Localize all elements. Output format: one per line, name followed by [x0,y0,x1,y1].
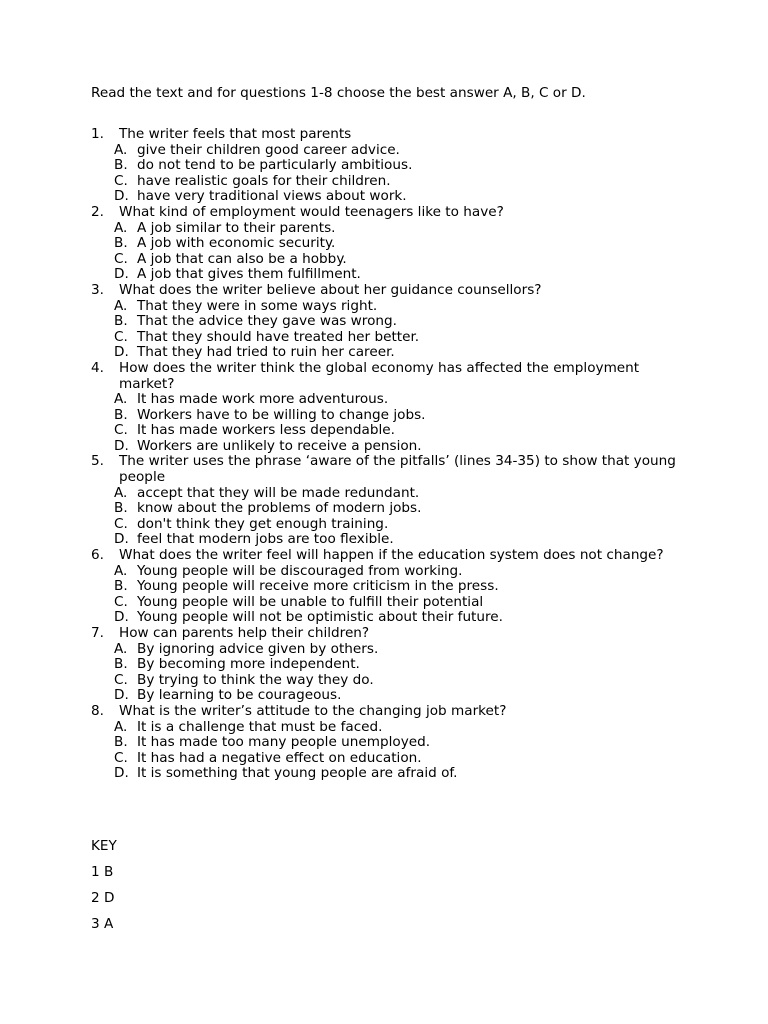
question-item [91,454,691,548]
question-stem [91,454,691,485]
question-item [91,283,691,361]
question-number: 3. [91,281,104,298]
answer-options [91,392,691,454]
option-letter: A. [114,219,128,236]
option-text: That they should have treated her better. [137,328,420,345]
question-item [91,704,691,782]
answer-options [91,299,691,361]
option-letter: C. [114,328,128,345]
option-text: know about the problems of modern jobs. [137,500,422,517]
answer-option [91,610,691,626]
option-text: By learning to be courageous. [137,687,342,704]
option-text: Workers are unlikely to receive a pension. [137,437,422,454]
option-letter: B. [114,235,128,252]
question-number: 1. [91,126,104,142]
question-item [91,361,691,455]
answer-options [91,486,691,548]
option-letter: C. [114,593,128,610]
answer-options [91,221,691,283]
answer-option [91,392,691,408]
option-letter: A. [114,562,128,579]
answer-option [91,642,691,658]
option-text: have realistic goals for their children. [137,172,391,189]
answer-option [91,143,691,159]
answer-option [91,517,691,533]
option-text: That they had tried to ruin her career. [137,344,395,361]
question-stem [91,626,691,642]
question-text: What kind of employment would teenagers like to have? [119,203,504,220]
answer-option [91,252,691,268]
answer-option [91,314,691,330]
question-item [91,127,691,205]
answer-options [91,143,691,205]
question-number: 2. [91,203,104,220]
option-text: It is a challenge that must be faced. [137,718,383,735]
answer-option [91,345,691,361]
option-text: A job with economic security. [137,235,336,252]
option-text: By trying to think the way they do. [137,671,374,688]
answer-option [91,486,691,502]
answer-option [91,299,691,315]
option-text: That they were in some ways right. [137,297,378,314]
option-letter: B. [114,578,128,595]
question-stem [91,361,691,392]
question-number: 7. [91,625,104,641]
option-text: It has made work more adventurous. [137,391,389,408]
answer-key-title: KEY [91,838,117,854]
question-number: 4. [91,359,104,376]
option-text: By ignoring advice given by others. [137,640,379,657]
option-letter: B. [114,157,128,174]
answer-option [91,236,691,252]
answer-option [91,158,691,174]
option-letter: A. [114,297,128,314]
option-text: It has made workers less dependable. [137,422,395,439]
answer-option [91,330,691,346]
option-letter: B. [114,406,128,423]
answer-option [91,766,691,782]
option-text: accept that they will be made redundant. [137,484,420,501]
question-stem [91,205,691,221]
option-text: That the advice they gave was wrong. [137,313,397,330]
option-text: do not tend to be particularly ambitious. [137,157,413,174]
option-letter: D. [114,765,129,782]
answer-options [91,642,691,704]
option-letter: A. [114,141,128,158]
answer-option [91,673,691,689]
question-text: What is the writer’s attitude to the changing job market? [119,702,507,719]
question-list [91,127,691,782]
question-text: What does the writer feel will happen if the education system does not change? [119,547,664,564]
answer-option [91,657,691,673]
question-item [91,205,691,283]
instructions: Read the text and for questions 1-8 choose the best answer A, B, C or D. [91,85,586,101]
question-text: The writer feels that most parents [119,126,352,142]
option-letter: B. [114,313,128,330]
option-text: have very traditional views about work. [137,188,407,205]
question-stem [91,127,691,143]
option-text: It has had a negative effect on education. [137,749,422,766]
option-text: Young people will be discouraged from working. [137,562,463,579]
answer-key [91,838,117,942]
answer-option [91,532,691,548]
question-number: 6. [91,547,104,564]
answer-option [91,564,691,580]
option-letter: C. [114,515,128,532]
answer-option [91,221,691,237]
option-text: A job similar to their parents. [137,219,336,236]
answer-option [91,688,691,704]
option-letter: B. [114,734,128,751]
option-letter: C. [114,172,128,189]
option-text: It has made too many people unemployed. [137,734,431,751]
option-letter: D. [114,609,129,626]
option-text: A job that gives them fulfillment. [137,266,361,283]
question-text: The writer uses the phrase ‘aware of the pitfalls’ (lines 34-35) to show that young people [119,453,676,486]
question-text: How can parents help their children? [119,625,370,641]
option-text: don't think they get enough training. [137,515,389,532]
option-letter: D. [114,437,129,454]
option-text: Young people will not be optimistic about their future. [137,609,503,626]
question-stem [91,548,691,564]
option-letter: B. [114,656,128,673]
answer-option [91,423,691,439]
option-letter: D. [114,266,129,283]
answer-key-item: 3 A [91,916,114,932]
option-text: A job that can also be a hobby. [137,250,347,267]
question-number: 8. [91,702,104,719]
answer-option [91,735,691,751]
question-text: What does the writer believe about her guidance counsellors? [119,281,542,298]
option-letter: C. [114,250,128,267]
answer-option [91,408,691,424]
question-number: 5. [91,453,104,470]
answer-option [91,174,691,190]
question-item [91,626,691,704]
option-text: feel that modern jobs are too flexible. [137,531,394,548]
option-letter: C. [114,671,128,688]
option-letter: D. [114,687,129,704]
answer-option [91,579,691,595]
answer-option [91,267,691,283]
option-letter: A. [114,718,128,735]
question-stem [91,283,691,299]
question-item [91,548,691,626]
option-text: It is something that young people are afraid of. [137,765,458,782]
option-letter: B. [114,500,128,517]
option-text: By becoming more independent. [137,656,360,673]
answer-options [91,564,691,626]
answer-option [91,751,691,767]
answer-option [91,189,691,205]
option-text: Young people will be unable to fulfill their potential [137,593,484,610]
option-letter: C. [114,422,128,439]
option-letter: D. [114,344,129,361]
answer-option [91,720,691,736]
answer-key-item: 1 B [91,864,114,880]
option-letter: D. [114,188,129,205]
answer-option [91,595,691,611]
option-letter: D. [114,531,129,548]
answer-option [91,501,691,517]
answer-options [91,720,691,782]
option-letter: A. [114,391,128,408]
option-letter: C. [114,749,128,766]
option-text: Workers have to be willing to change jobs. [137,406,426,423]
answer-key-item: 2 D [91,890,115,906]
option-letter: A. [114,484,128,501]
question-stem [91,704,691,720]
option-text: give their children good career advice. [137,141,400,158]
question-text: How does the writer think the global economy has affected the employment market? [119,359,640,392]
option-text: Young people will receive more criticism in the press. [137,578,499,595]
option-letter: A. [114,640,128,657]
answer-option [91,439,691,455]
